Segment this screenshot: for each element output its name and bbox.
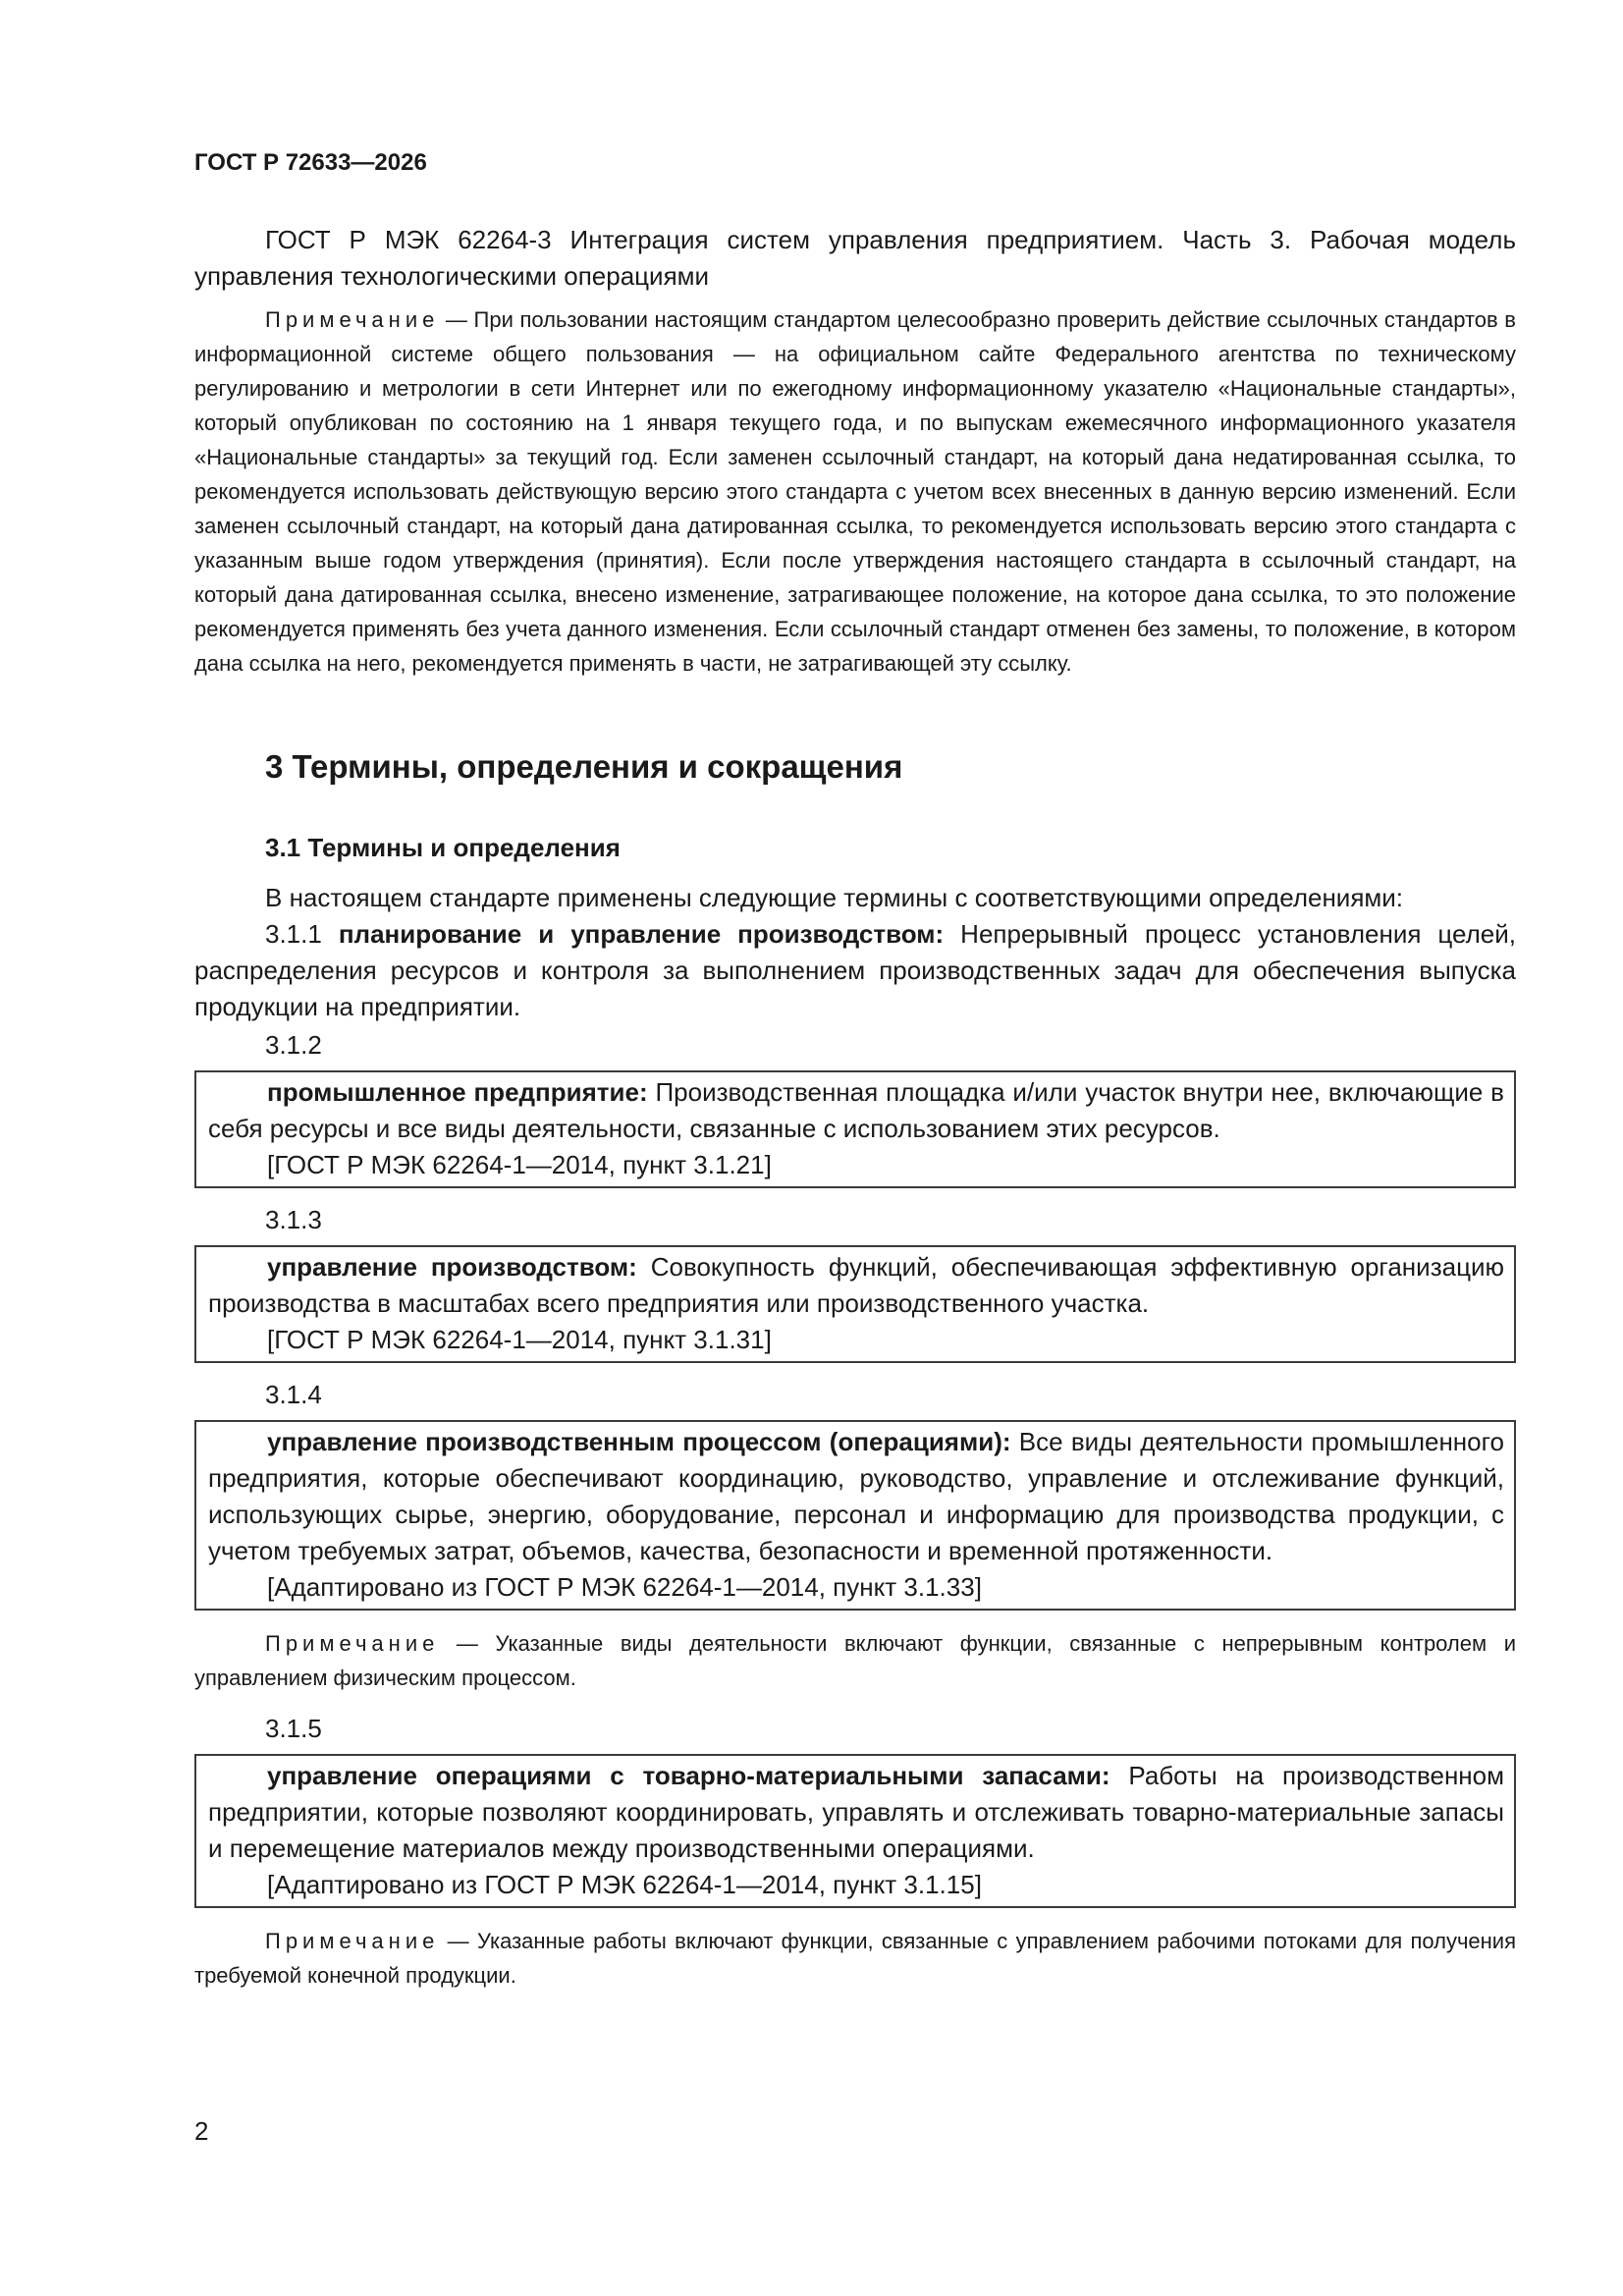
term-definition-block: [208, 1758, 1504, 1867]
term-name: управление производством:: [267, 1252, 637, 1282]
term-name: управление производственным процессом (операциями):: [267, 1427, 1011, 1456]
term-definition: Непрерывный процесс установления целей, распределения ресурсов и контроля за выполнением производственных задач для обеспечения выпуска продукции на предприятии.: [194, 919, 1516, 1021]
terms-intro: В настоящем стандарте применены следующие термины с соответствующими определениями:: [265, 883, 1404, 912]
term-definition-block: [208, 1424, 1504, 1569]
term-3-1-1: [194, 916, 1516, 1025]
note-label: Примечание: [265, 1929, 440, 1953]
document-header: ГОСТ Р 72633—2026: [194, 149, 427, 176]
note-3-1-4: [194, 1626, 1516, 1695]
page-number: 2: [194, 2116, 209, 2146]
subsection-title: 3.1 Термины и определения: [265, 833, 621, 862]
term-number-3-1-5: 3.1.5: [265, 1714, 322, 1743]
term-source: [Адаптировано из ГОСТ Р МЭК 62264-1—2014, пункт 3.1.15]: [267, 1870, 982, 1899]
term-definition: Работы на производственном предприятии, которые позволяют координировать, управлять и отслеживать товарно-материальные запасы и перемещение материалов между производственными операциями.: [208, 1761, 1504, 1863]
note-3-1-5: [194, 1924, 1516, 1993]
term-name: планирование и управление производством:: [338, 919, 945, 949]
term-name: промышленное предприятие:: [267, 1077, 648, 1107]
term-source: [ГОСТ Р МЭК 62264-1—2014, пункт 3.1.31]: [267, 1325, 772, 1354]
term-box-3-1-4: [194, 1420, 1516, 1611]
term-number-3-1-3: 3.1.3: [265, 1205, 322, 1234]
term-definition: Совокупность функций, обеспечивающая эффективную организацию производства в масштабах всего предприятия или производственного участка.: [208, 1252, 1504, 1318]
term-number-3-1-4: 3.1.4: [265, 1380, 322, 1409]
term-number-3-1-2: 3.1.2: [265, 1030, 322, 1060]
term-number: 3.1.1: [265, 919, 339, 949]
term-box-3-1-5: [194, 1754, 1516, 1908]
note-normative-references: [194, 302, 1516, 681]
term-source: [Адаптировано из ГОСТ Р МЭК 62264-1—2014, пункт 3.1.33]: [267, 1572, 982, 1602]
note-label: Примечание: [265, 307, 440, 332]
term-source: [ГОСТ Р МЭК 62264-1—2014, пункт 3.1.21]: [267, 1150, 772, 1179]
term-name: управление операциями с товарно-материальными запасами:: [267, 1761, 1110, 1790]
term-definition: Все виды деятельности промышленного предприятия, которые обеспечивают координацию, руководство, управление и отслеживание функций, использующих сырье, энергию, оборудование, персонал и информацию для производства продукции, с учетом требуемых затрат, объемов, качества, безопасности и временной протяженности.: [208, 1427, 1504, 1565]
page-content: [194, 222, 1516, 1993]
note-text: — Указанные работы включают функции, связанные с управлением рабочими потоками для получения требуемой конечной продукции.: [194, 1929, 1516, 1988]
normative-reference-item: ГОСТ Р МЭК 62264-3 Интеграция систем управления предприятием. Часть 3. Рабочая модель управления технологическими операциями: [194, 225, 1516, 291]
term-definition: Производственная площадка и/или участок внутри нее, включающие в себя ресурсы и все виды деятельности, связанные с использованием этих ресурсов.: [208, 1077, 1504, 1143]
section-title: 3 Термины, определения и сокращения: [265, 748, 903, 785]
term-box-3-1-2: [194, 1070, 1516, 1188]
note-label: Примечание: [265, 1631, 440, 1656]
term-definition-block: [208, 1074, 1504, 1147]
note-text: — Указанные виды деятельности включают функции, связанные с непрерывным контролем и управлением физическим процессом.: [194, 1631, 1516, 1690]
term-box-3-1-3: [194, 1245, 1516, 1363]
term-definition-block: [208, 1249, 1504, 1322]
note-text: — При пользовании настоящим стандартом целесообразно проверить действие ссылочных стандартов в информационной системе общего пользования — на официальном сайте Федерального агентства по техническому регулированию и метрологии в сети Интернет или по ежегодному информационному указателю «Национальные стандарты», который опубликован по состоянию на 1 января текущего года, и по выпускам ежемесячного информационного указателя «Национальные стандарты» за текущий год. Если заменен ссылочный стандарт, на который дана недатированная ссылка, то рекомендуется использовать действующую версию этого стандарта с учетом всех внесенных в данную версию изменений. Если заменен ссылочный стандарт, на который дана датированная ссылка, то рекомендуется использовать версию этого стандарта с указанным выше годом утверждения (принятия). Если после утверждения настоящего стандарта в ссылочный стандарт, на который дана датированная ссылка, внесено изменение, затрагивающее положение, на которое дана ссылка, то это положение рекомендуется применять без учета данного изменения. Если ссылочный стандарт отменен без замены, то положение, в котором дана ссылка на него, рекомендуется применять в части, не затрагивающей эту ссылку.: [194, 307, 1516, 676]
